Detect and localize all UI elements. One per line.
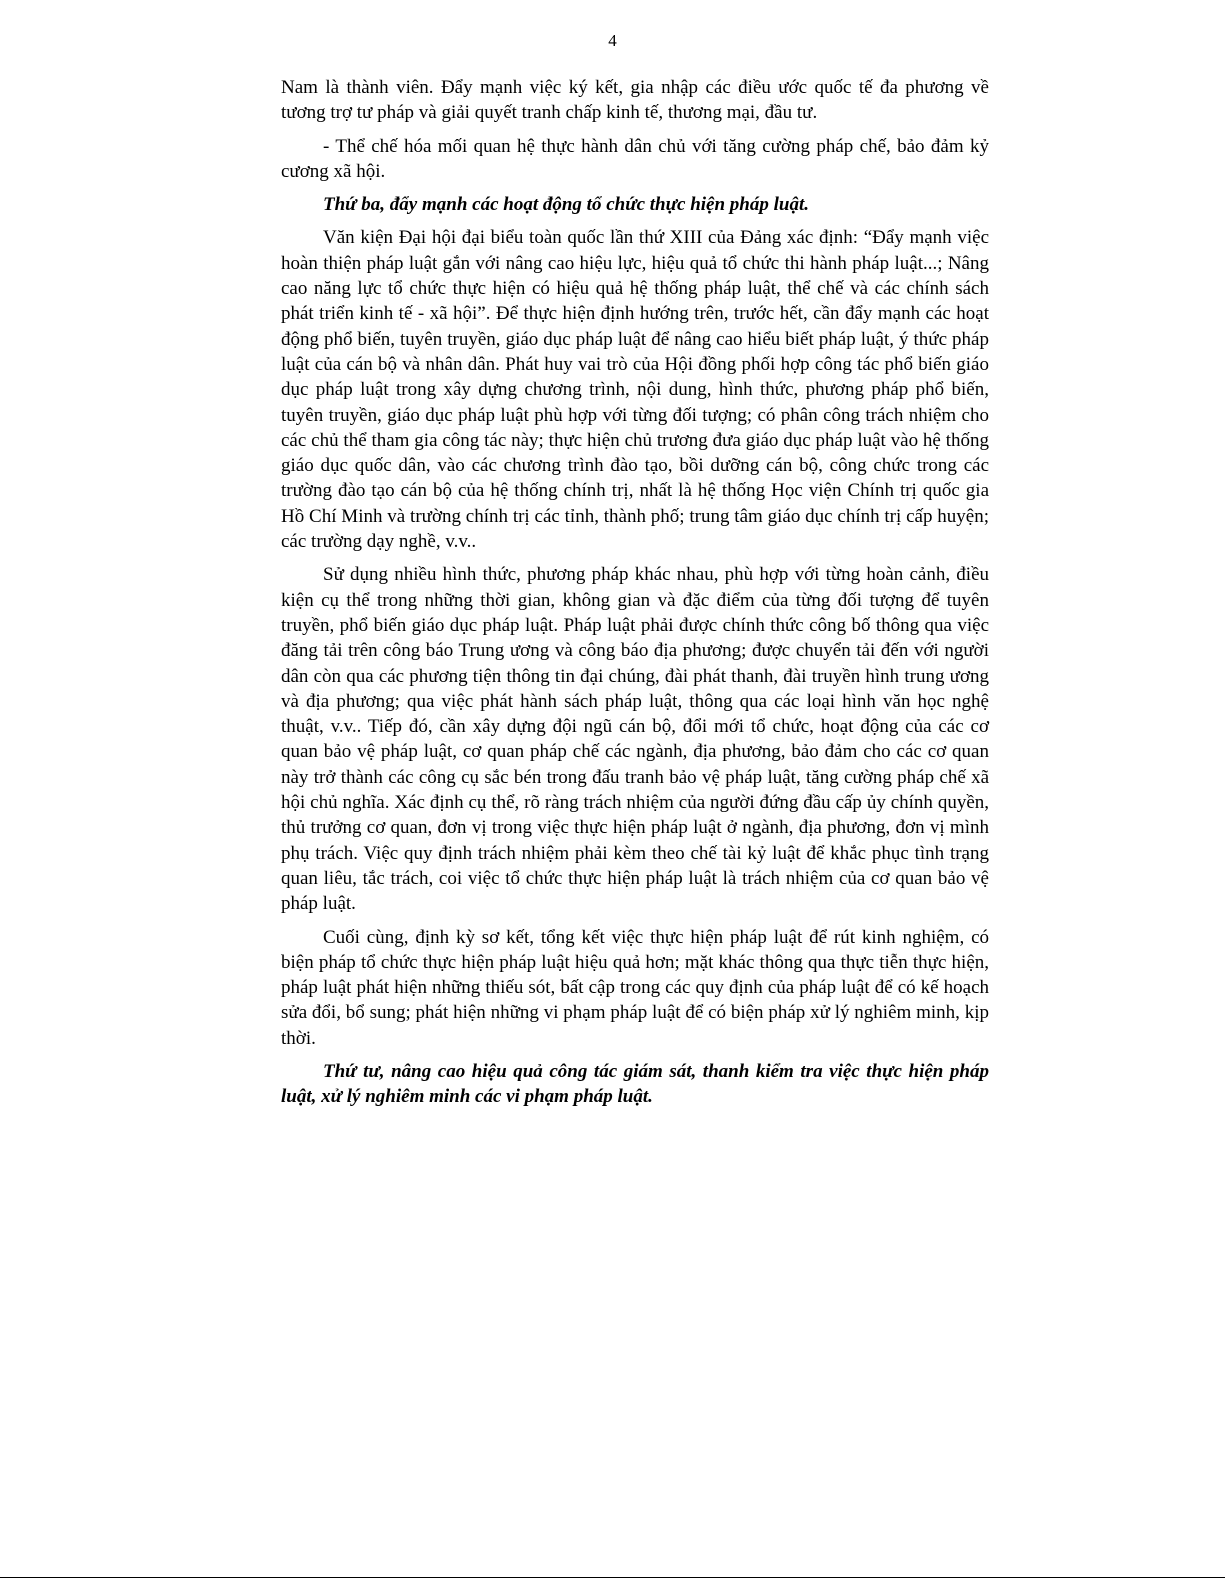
- section-heading-third: Thứ ba, đẩy mạnh các hoạt động tổ chức thực hiện pháp luật.: [323, 194, 809, 216]
- page-number: 4: [608, 31, 617, 50]
- paragraph-finally: Cuối cùng, định kỳ sơ kết, tổng kết việc thực hiện pháp luật để rút kinh nghiệm, có biện pháp tổ chức thực hiện pháp luật hiệu quả hơn; mặt khác thông qua thực tiễn thực hiện, pháp luật phát hiện những thiếu sót, bất cập trong các quy định của pháp luật để có kế hoạch sửa đổi, bổ sung; phát hiện những vi phạm pháp luật để có biện pháp xử lý nghiêm minh, kịp thời.: [281, 926, 989, 1049]
- paragraph-methods: Sử dụng nhiều hình thức, phương pháp khác nhau, phù hợp với từng hoàn cảnh, điều kiện cụ thể trong những thời gian, không gian và đặc điểm của từng đối tượng để tuyên truyền, phổ biến giáo dục pháp luật. Pháp luật phải được chính thức công bố thông qua việc đăng tải trên công báo Trung ương và công báo địa phương; được chuyển tải đến với người dân còn qua các phương tiện thông tin đại chúng, đài phát thanh, đài truyền hình trung ương và địa phương; qua việc phát hành sách pháp luật, thông qua các loại hình văn học nghệ thuật, v.v.. Tiếp đó, cần xây dựng đội ngũ cán bộ, đổi mới tổ chức, hoạt động của các cơ quan bảo vệ pháp luật, cơ quan pháp chế các ngành, địa phương, bảo đảm cho các cơ quan này trở thành các công cụ sắc bén trong đấu tranh bảo vệ pháp luật, tăng cường pháp chế xã hội chủ nghĩa. Xác định cụ thể, rõ ràng trách nhiệm của người đứng đầu cấp ủy chính quyền, thủ trưởng cơ quan, đơn vị trong việc thực hiện pháp luật ở ngành, địa phương, đơn vị mình phụ trách. Việc quy định trách nhiệm phải kèm theo chế tài kỷ luật để khắc phục tình trạng quan liêu, tắc trách, coi việc tổ chức thực hiện pháp luật là trách nhiệm của cơ quan bảo vệ pháp luật.: [281, 564, 989, 915]
- section-heading-fourth: Thứ tư, nâng cao hiệu quả công tác giám sát, thanh kiểm tra việc thực hiện pháp luật, xử lý nghiêm minh các vi phạm pháp luật.: [281, 1060, 989, 1108]
- paragraph-bullet-democracy: - Thể chế hóa mối quan hệ thực hành dân chủ với tăng cường pháp chế, bảo đảm kỷ cương xã hội.: [281, 135, 989, 182]
- page-bottom-rule: [0, 1577, 1225, 1578]
- paragraph-congress-document: Văn kiện Đại hội đại biểu toàn quốc lần thứ XIII của Đảng xác định: “Đẩy mạnh việc hoàn thiện pháp luật gắn với nâng cao hiệu lực, hiệu quả tổ chức thi hành pháp luật...; Nâng cao năng lực tổ chức thực hiện có hiệu quả hệ thống pháp luật, thể chế và các chính sách phát triển kinh tế - xã hội”. Để thực hiện định hướng trên, trước hết, cần đẩy mạnh các hoạt động phổ biến, tuyên truyền, giáo dục pháp luật để nâng cao hiểu biết pháp luật, ý thức pháp luật của cán bộ và nhân dân. Phát huy vai trò của Hội đồng phối hợp công tác phổ biến giáo dục pháp luật trong xây dựng chương trình, nội dung, hình thức, phương pháp phổ biến, tuyên truyền, giáo dục pháp luật phù hợp với từng đối tượng; có phân công trách nhiệm cho các chủ thể tham gia công tác này; thực hiện chủ trương đưa giáo dục pháp luật vào hệ thống giáo dục quốc dân, vào các chương trình đào tạo, bồi dưỡng cán bộ, công chức trong các trường đào tạo cán bộ của hệ thống chính trị, nhất là hệ thống Học viện Chính trị quốc gia Hồ Chí Minh và trường chính trị các tỉnh, thành phố; trung tâm giáo dục chính trị cấp huyện; các trường dạy nghề, v.v..: [281, 227, 989, 553]
- paragraph-continuation: Nam là thành viên. Đẩy mạnh việc ký kết, gia nhập các điều ước quốc tế đa phương về tương trợ tư pháp và giải quyết tranh chấp kinh tế, thương mại, đầu tư.: [281, 77, 989, 124]
- document-body: [281, 75, 989, 1118]
